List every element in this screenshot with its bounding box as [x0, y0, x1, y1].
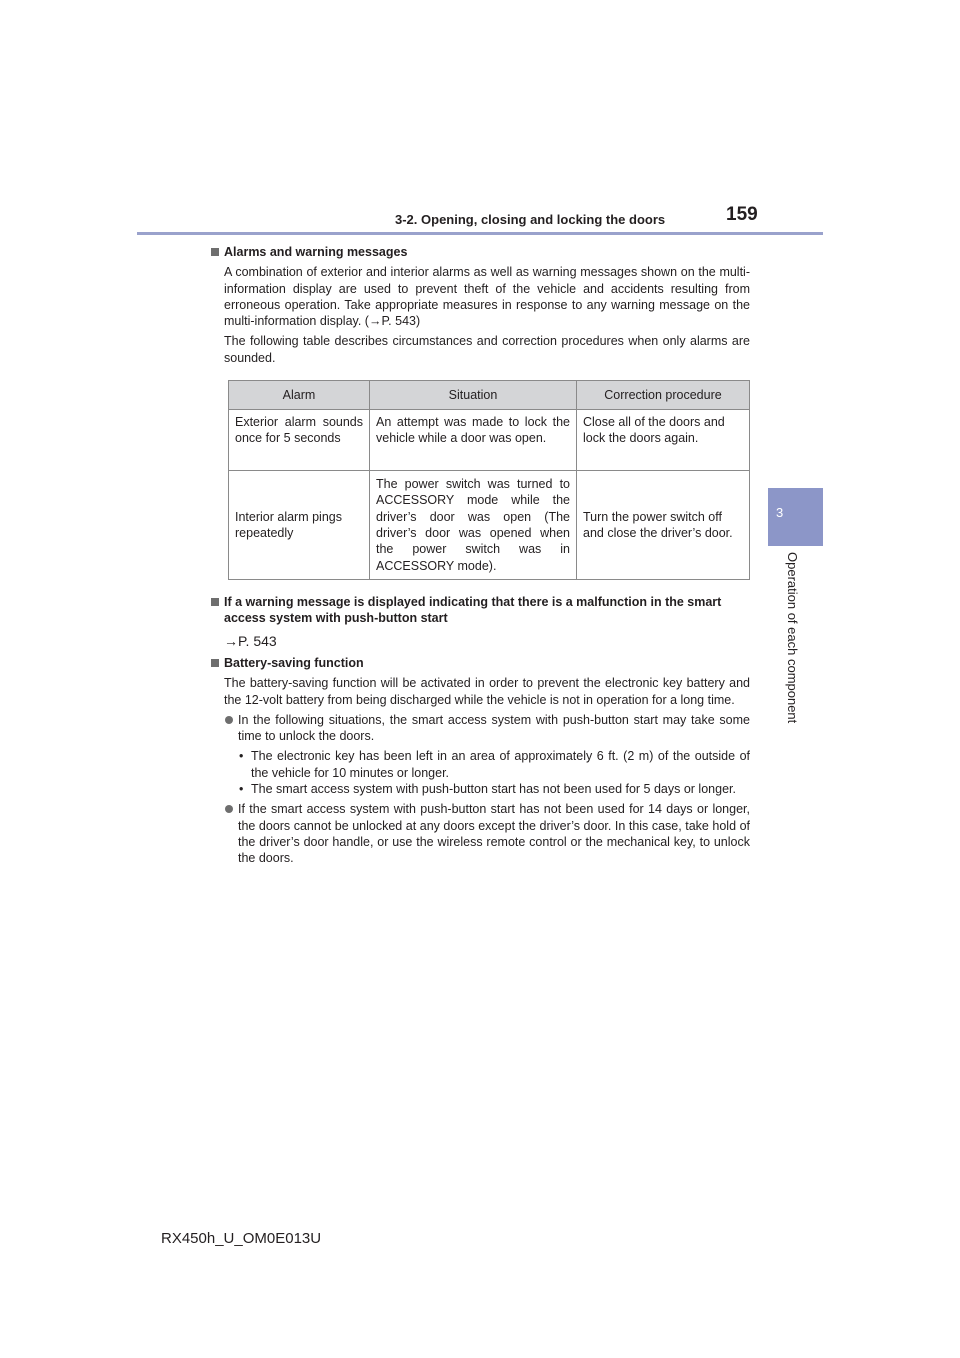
page-header [0, 200, 960, 240]
battery-heading: Battery-saving function [210, 655, 750, 671]
sub-bullet-mark: • [239, 782, 244, 797]
table-row [229, 410, 750, 471]
square-bullet-icon [211, 659, 219, 667]
malfunction-heading: If a warning message is displayed indicating that there is a malfunction in the smart access system with push-button start [210, 594, 750, 627]
table-header-cell: Alarm [229, 381, 370, 410]
table-cell: The power switch was turned to ACCESSORY mode while the driver’s door was open (The driver’s door was opened when the power switch was in ACCESSORY mode). [370, 471, 577, 580]
table-cell: Close all of the doors and lock the doors again. [577, 410, 750, 471]
sub-item-2: • The smart access system with push-button start has not been used for 5 days or longer. [239, 782, 736, 797]
alarms-heading: Alarms and warning messages [210, 244, 750, 260]
round-bullet-icon [225, 716, 233, 724]
section-title: 3-2. Opening, closing and locking the doors [395, 212, 666, 227]
square-bullet-icon [211, 248, 219, 256]
battery-bullet-2: If the smart access system with push-button start has not been used for 14 days or longer, the doors cannot be unlocked at any doors except the driver’s door. In this case, take hold of the driver’s door handle, or use the wireless remote control or the mechanical key, to unlock the doors. [238, 801, 750, 866]
table-row [229, 471, 750, 580]
alarms-paragraph-1: A combination of exterior and interior alarms as well as warning messages shown on the multi-information display are used to prevent theft of the vehicle and accidents resulting from erroneous operation. Take appropriate measures in response to any warning message on the multi-information display. (→P. 543) [224, 265, 750, 329]
table-cell: Interior alarm pings repeatedly [229, 471, 370, 580]
header-rule [137, 232, 823, 235]
table-header-row [229, 381, 750, 410]
page-content [210, 244, 750, 871]
table-cell: Exterior alarm sounds once for 5 seconds [229, 410, 370, 471]
alarms-paragraph-2: The following table describes circumstances and correction procedures when only alarms are sounded. [224, 334, 750, 365]
battery-paragraph: The battery-saving function will be activated in order to prevent the electronic key battery and the 12-volt battery from being discharged while the vehicle is not in operation for a long time. [224, 676, 750, 707]
sub-bullet-mark: • [239, 749, 244, 764]
table-header-cell: Situation [370, 381, 577, 410]
round-bullet-icon [225, 805, 233, 813]
page-number: 159 [726, 204, 758, 225]
sub-item-1: • The electronic key has been left in an area of approximately 6 ft. (2 m) of the outside of the vehicle for 10 minutes or longer. [239, 749, 750, 780]
document-code: RX450h_U_OM0E013U [161, 1230, 322, 1247]
page-reference: →P. 543 [224, 632, 277, 649]
alarm-table [228, 380, 750, 580]
table-header-cell: Correction procedure [577, 381, 750, 410]
table-cell: An attempt was made to lock the vehicle while a door was open. [370, 410, 577, 471]
chapter-number: 3 [776, 505, 784, 520]
chapter-label: Operation of each component [785, 552, 800, 724]
table-cell: Turn the power switch off and close the driver’s door. [577, 471, 750, 580]
square-bullet-icon [211, 598, 219, 606]
battery-bullet-1: In the following situations, the smart access system with push-button start may take some time to unlock the doors. [238, 712, 750, 745]
